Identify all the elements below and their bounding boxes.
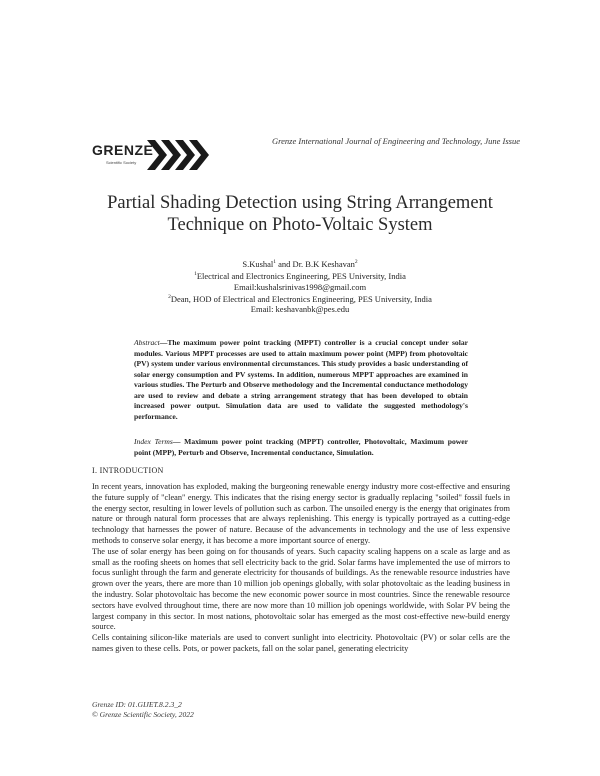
logo-text: GRENZE: [92, 142, 154, 158]
affiliation-2: $^2$Dean, HOD of Electrical and Electronics Engineering, PES University, India: [168, 293, 432, 304]
section-heading: I. INTRODUCTION: [92, 466, 164, 475]
abstract-text: —The maximum power point tracking (MPPT) controller is a crucial concept under solar modules. Various MPPT processes are used to attain maximum power point (MPP) from photovoltaic (PV) system under various environmental circumstances. This study provides a basic understanding of solar energy consumption and PV systems. In addition, numerous MPPT approaches are examined in various studies. The Perturb and Observe methodology and the Incremental conductance methodology are used to review and debate a string arrangement strategy that has been developed to obtain increased power output. Simulation data are used to validate the suggested methodology's performance.: [134, 338, 468, 421]
logo-arrows-icon: [147, 138, 211, 172]
author-block: [100, 257, 500, 315]
grenze-id: Grenze ID: 01.GIJET.8.2.3_2: [92, 700, 182, 709]
author-names: S.Kushal$^1$ and Dr. B.K Keshavan$^2$: [242, 258, 358, 269]
paragraph: The use of solar energy has been going on for thousands of years. Such capacity scaling happens on a scale as large and as small as the roofing sheets on homes that sell electricity back to the grid. Solar farms have implemented the use of mirrors to focus sunlight through the farm and generate electricity for thousands of buildings. As the renewable resource industries have grown over the years, there are more than 10 million job openings globally, with solar photovoltaic as the leading business in the industry. Solar photovoltaic has become the new economic power source in most countries. Since the renewable resource sectors have evolved throughout time, there are now more than 10 million job openings worldwide, with Solar PV being the largest company in this sector. In most nations, photovoltaic solar has emerged as the most cost-effective new-build energy source.: [92, 546, 510, 632]
email-1: Email:kushalsrinivas1998@gmail.com: [233, 281, 367, 292]
abstract: [134, 338, 468, 422]
body-text: [92, 482, 510, 655]
index-terms-text: — Maximum power point tracking (MPPT) controller, Photovoltaic, Maximum power point (MPP), Perturb and Observe, Incremental conductance, Simulation.: [134, 437, 468, 457]
logo-subtitle: Scientific Society: [106, 160, 137, 165]
paper-title: [80, 192, 520, 236]
index-terms: [134, 437, 468, 458]
grenze-logo: [92, 138, 212, 174]
footer: [92, 700, 194, 720]
affiliation-1: $^1$Electrical and Electronics Engineering, PES University, India: [194, 271, 406, 282]
index-terms-label: Index Terms: [134, 437, 173, 446]
title-line-2: Technique on Photo-Voltaic System: [167, 215, 433, 235]
paragraph: Cells containing silicon-like materials are used to convert sunlight into electricity. Photovoltaic (PV) or solar cells are the names given to these cells. Pots, or power packets, fall on the solar panel, generating electricity: [92, 633, 510, 653]
abstract-label: Abstract: [134, 338, 160, 347]
title-line-1: Partial Shading Detection using String Arrangement: [107, 193, 493, 213]
journal-header: Grenze International Journal of Engineering and Technology, June Issue: [272, 136, 520, 146]
copyright: © Grenze Scientific Society, 2022: [92, 710, 194, 719]
email-2: Email: keshavanbk@pes.edu: [250, 304, 350, 315]
paragraph: In recent years, innovation has exploded, making the burgeoning renewable energy industry more cost-effective and ensuring the future supply of "clean" energy. This indicates that the rising energy sector is gradually replacing "soiled" fossil fuels in the energy sector, resulting in lower levels of pollution such as carbon. The unsoiled energy is the energy that originates from nature or through natural form processes that are always replenishing. This energy is typically portrayed as a cutting-edge technology that harnesses the power of nature. Because of the advancements in technology and the use of less expensive methods to conserve solar energy, it has become a more important source of energy.: [92, 482, 510, 545]
